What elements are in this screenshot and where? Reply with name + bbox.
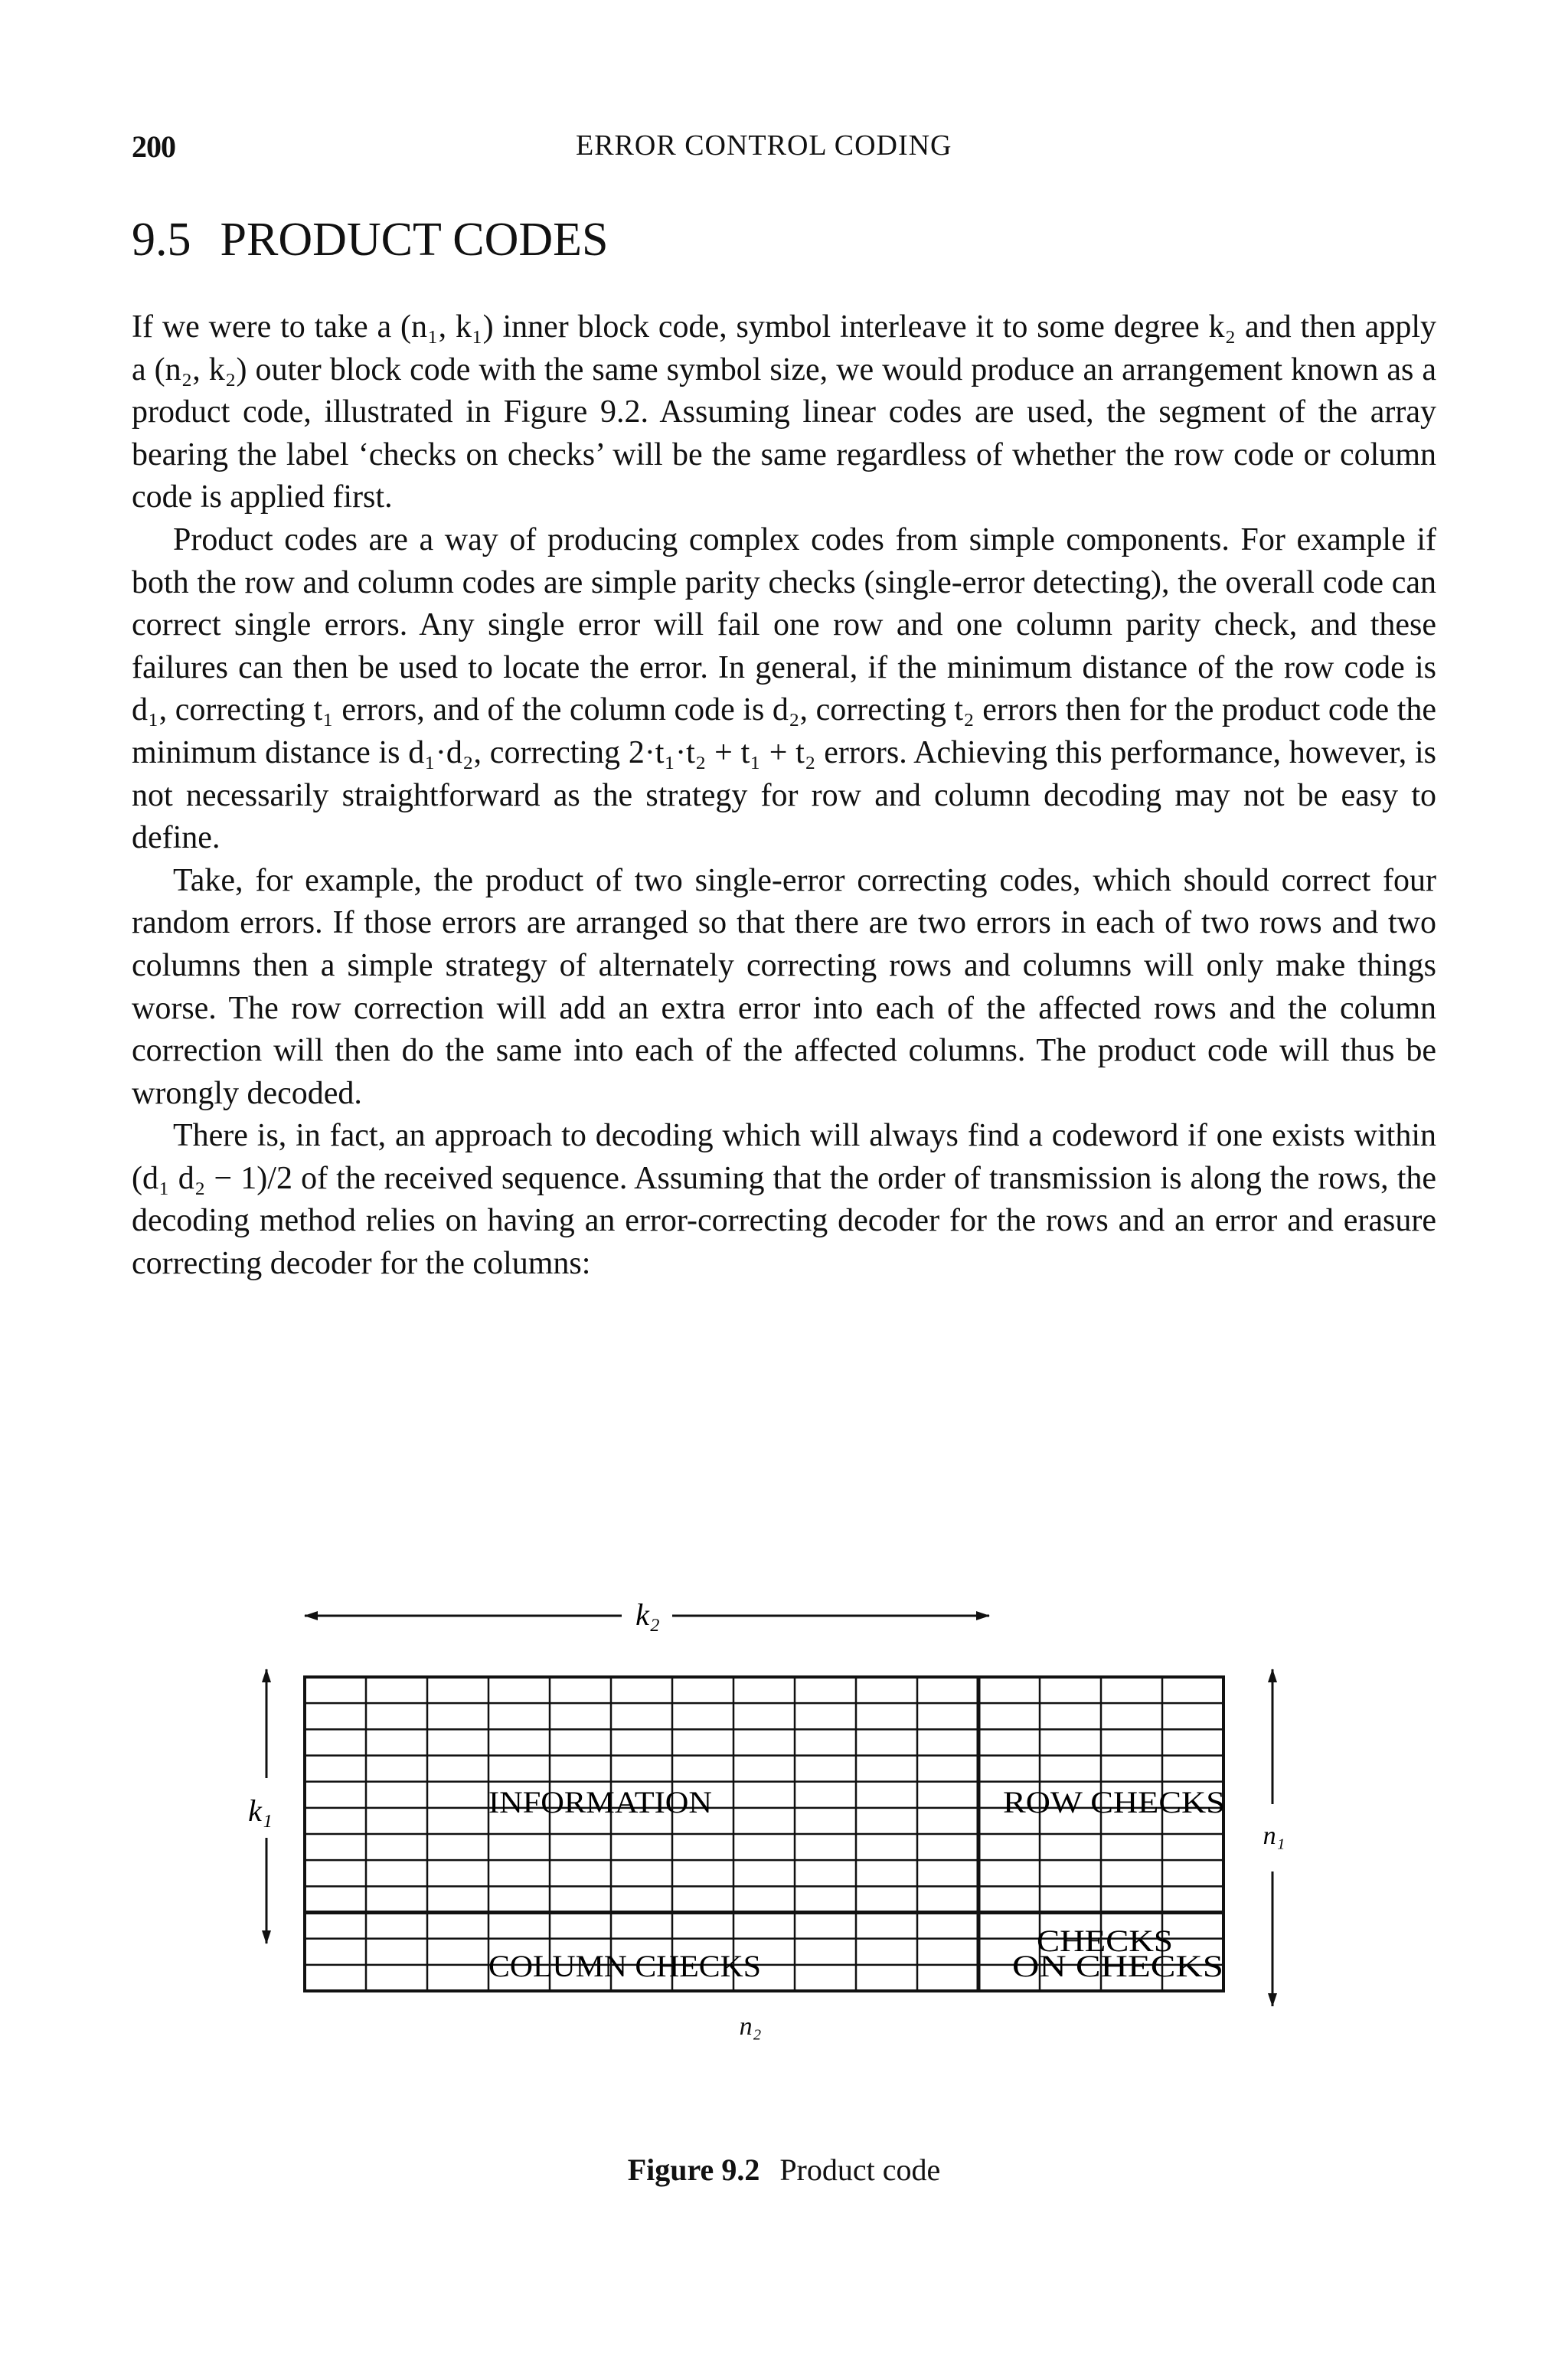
paragraph-2: Product codes are a way of producing complex codes from simple components. For example if both the row and column codes are simple parity checks (single-error detecting), the overall code can correct single errors. Any single error will fail one row and one column parity check, and these failures can then be used to locate the error. In general, if the minimum distance of the row code is d₁, correcting t₁ errors, and of the column code is d₂, correcting t₂ errors then for the product code the minimum distance is d₁·d₂, correcting 2·t₁·t₂ + t₁ + t₂ errors. Achieving this performance, however, is not necessarily straightforward as the strategy for row and column decoding may not be easy to define. — [132, 521, 1436, 856]
k1-label: k₁ — [248, 1793, 273, 1828]
running-title: ERROR CONTROL CODING — [576, 129, 952, 162]
checks-on-checks-label-line2: ON CHECKS — [1012, 1949, 1223, 1983]
body-text — [132, 306, 1436, 1286]
page-number: 200 — [132, 129, 175, 164]
n1-label: n₁ — [1263, 1822, 1285, 1850]
product-code-figure — [0, 1577, 1568, 2006]
row-checks-label: ROW CHECKS — [1003, 1785, 1225, 1819]
n2-label: n₂ — [739, 2012, 762, 2041]
section-number: 9.5 — [132, 214, 191, 266]
running-head — [132, 129, 1436, 167]
paragraph-1: If we were to take a (n₁, k₁) inner block code, symbol interleave it to some degree k₂ and then apply a (n₂, k₂) outer block code with the same symbol size, we would produce an arrangement known as a product code, illustrated in Figure 9.2. Assuming linear codes are used, the segment of the array bearing the label ‘checks on checks’ will be the same regardless of whether the row code or column code is applied first. — [132, 309, 1436, 515]
product-code-diagram — [0, 1577, 1568, 2006]
n2-label-wrap — [727, 2012, 773, 2041]
information-label: INFORMATION — [488, 1785, 712, 1819]
figure-caption — [0, 2152, 1568, 2188]
paragraph-3: Take, for example, the product of two single-error correcting codes, which should correct four random errors. If those errors are arranged so that there are two errors in each of two rows and two columns then a simple strategy of alternately correcting rows and columns will only make things worse. The row correction will add an extra error into each of the affected rows and the column correction will then do the same into each of the affected columns. The product code will thus be wrongly decoded. — [132, 862, 1436, 1111]
section-heading — [132, 213, 609, 267]
paragraph-4: There is, in fact, an approach to decoding which will always find a codeword if one exists within (d₁ d₂ − 1)/2 of the received sequence. Assuming that the order of transmission is along the rows, the decoding method relies on having an error-correcting decoder for the rows and an error and erasure correcting decoder for the columns: — [132, 1118, 1436, 1282]
figure-caption-text: Product code — [779, 2153, 941, 2187]
k2-label: k₂ — [635, 1597, 660, 1632]
checks-on-checks-label-line1: CHECKS — [1037, 1924, 1173, 1958]
section-title: PRODUCT CODES — [220, 214, 609, 266]
figure-caption-label: Figure 9.2 — [627, 2153, 760, 2187]
column-checks-label: COLUMN CHECKS — [488, 1949, 761, 1983]
